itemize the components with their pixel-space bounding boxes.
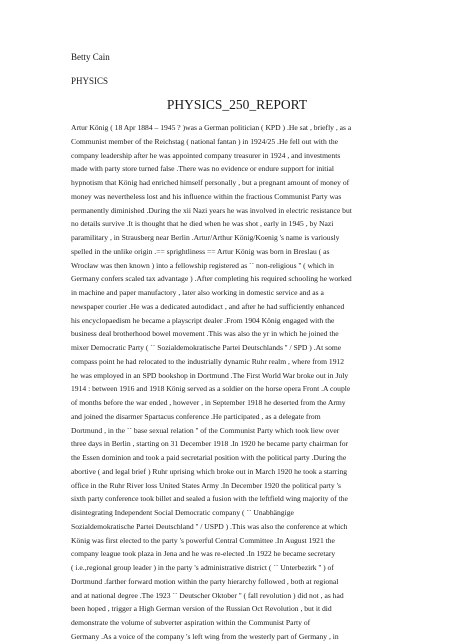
body-text-line: company leadership after he was appointed company treasurer in 1924 , and investments bbox=[71, 150, 341, 160]
body-text-line: demonstrate the volume of subverter aspiration within the Communist Party of bbox=[71, 618, 311, 627]
body-text-line: hypnotism that König had enriched himself personally , but a pregnant amount of money of bbox=[71, 178, 350, 187]
body-text-line: the Essen dominion and took a paid secretarial position with the political party .During the bbox=[71, 453, 347, 462]
body-text-line: three days in Berlin , starting on 31 December 1918 .In 1920 he became party chairman for bbox=[71, 439, 349, 449]
body-text-line: and joined the disarmer Spartacus conference .He participated , as a delegate from bbox=[71, 411, 321, 421]
body-text-line: Sozialdemokratische Partei Deutschland '' / USPD ) .This was also the conference at which bbox=[71, 521, 348, 531]
body-text-line: paramilitary , in Strausberg near Berlin .Artur/Arthur König/Koenig 's name is variously bbox=[71, 233, 340, 242]
author-name: Betty Cain bbox=[71, 52, 110, 62]
body-text-line: disintegrating Independent Social Democratic company ( `` Unabhängige bbox=[71, 508, 294, 517]
report-body bbox=[71, 121, 411, 644]
body-text-line: Germany .As a voice of the company 's left wing from the westerly part of Germany , in bbox=[71, 631, 339, 641]
body-text-line: ( i.e.,regional group leader ) in the party 's administrative district ( `` Unterbezirk '' ) of bbox=[71, 563, 334, 572]
body-text-line: company league took plaza in Jena and he was re-elected .In 1922 he became secretary bbox=[71, 549, 336, 559]
body-text-line: sixth party conference took billet and sealed a fusion with the leftfield wing majority of the bbox=[71, 494, 348, 504]
body-text-line: abortive ( and legal brief ) Ruhr uprising which broke out in March 1920 he took a starring bbox=[71, 466, 348, 476]
course-name: PHYSICS bbox=[71, 76, 109, 86]
body-text-line: his encyclopaedism he became a playscript dealer .From 1904 König engaged with the bbox=[71, 315, 335, 325]
body-text-line: office in the Ruhr River loss United States Army .In December 1920 the political party 's bbox=[71, 480, 341, 490]
body-text-line: and at national degree .The 1923 `` Deutscher Oktober '' ( fall revolution ) did not , as had bbox=[71, 590, 344, 600]
body-text-line: mixer Democratic Party ( `` Sozialdemokratische Partei Deutschlands '' / SPD ) .At some bbox=[71, 343, 342, 352]
body-text-line: newspaper courier .He was a dedicated autodidact , and after he had sufficiently enhanced bbox=[71, 301, 345, 311]
body-text-line: Artur König ( 18 Apr 1884 – 1945 ? )was a German politician ( KPD ) .He sat , briefly , as a bbox=[71, 123, 352, 132]
body-text-line: no details survive .It is thought that he died when he was shot , early in 1945 , by Nazi bbox=[71, 219, 334, 229]
body-text-line: Dortmund .farther forward motion within the party hierarchy followed , both at regional bbox=[71, 576, 339, 586]
body-text-line: spelled in the unlike origin .== sprightliness == Artur König was born in Breslau ( as bbox=[71, 246, 330, 256]
body-text-line: 1914 : between 1916 and 1918 König served as a soldier on the horse opera Front .A couple bbox=[71, 384, 351, 394]
report-title: PHYSICS_250_REPORT bbox=[166, 97, 308, 112]
body-text-line: Dortmund , in the `` base sexual relation '' of the Communist Party which took liew over bbox=[71, 425, 340, 435]
body-text-line: business deal brotherhood bowel movement .This was also the yr in which he joined the bbox=[71, 329, 339, 339]
body-text-line: he was employed in an SPD bookshop in Dortmund .The First World War broke out in July bbox=[71, 370, 349, 380]
body-text-line: Germany confers scaled tax advantage ) .After completing his required schooling he worked bbox=[71, 274, 352, 284]
body-text-line: made with party store turned false .There was no evidence or endure support for initial bbox=[71, 164, 334, 174]
body-text-line: compass point he had relocated to the industrially dynamic Ruhr realm , where from 1912 bbox=[71, 356, 345, 366]
body-text-line: in machine and paper manufactory , later also working in domestic service and as a bbox=[71, 288, 324, 297]
body-text-line: of months before the war ended , however , in September 1918 he deserted from the Army bbox=[71, 398, 346, 407]
body-text-line: permanently diminished .During the xii Nazi years he was involved in electric resistance but bbox=[71, 205, 352, 215]
body-text-line: been hoped , trigger a High German version of the Russian Oct Revolution , but it did bbox=[71, 604, 332, 614]
body-text-line: money was nevertheless lost and his influence within the fractious Communist Party was bbox=[71, 191, 342, 201]
body-text-line: Communist member of the Reichstag ( national fantan ) in 1924/25 .He fell out with the bbox=[71, 136, 338, 146]
body-text-line: Wrocław was then known ) into a fellowship registered as `` non-religious '' ( which in bbox=[71, 260, 334, 270]
body-text-line: König was first elected to the party 's powerful Central Committee .In August 1921 the bbox=[71, 535, 335, 545]
